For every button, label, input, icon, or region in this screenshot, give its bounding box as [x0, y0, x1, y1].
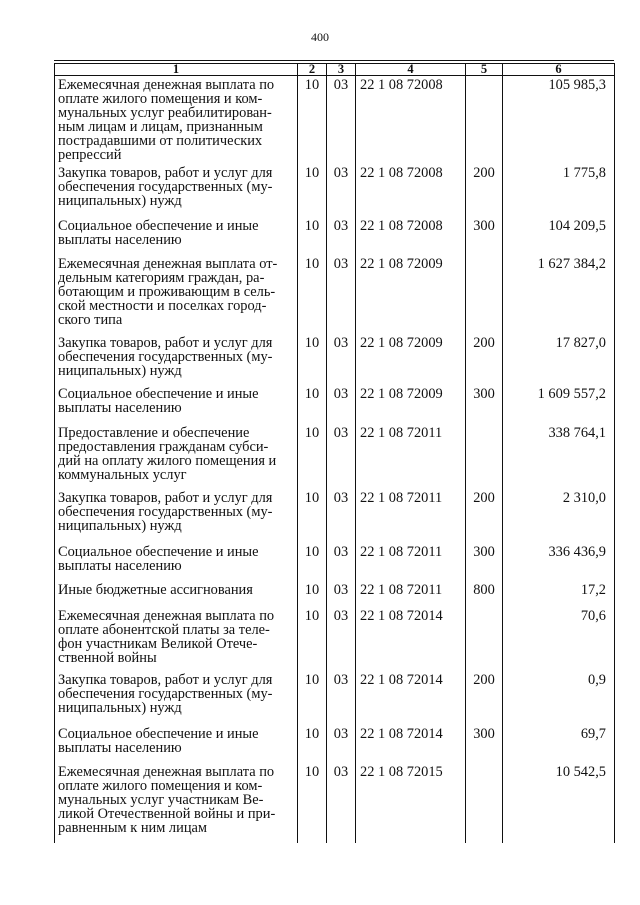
section-code: 10 [298, 489, 327, 543]
subsection-code: 03 [327, 334, 356, 385]
table-header-row [55, 64, 615, 76]
table-row [55, 489, 615, 543]
expense-type-code: 200 [466, 671, 503, 725]
expense-item-name: Ежемесячная денежная выплата от- дельным категориям граждан, ра- ботающим и проживающим в сель- ской местности и поселках город- ского типа [58, 255, 278, 328]
table-row [55, 725, 615, 763]
expense-item-name: Социальное обеспечение и иные выплаты населению [58, 217, 259, 248]
section-code: 10 [298, 76, 327, 164]
section-code: 10 [298, 725, 327, 763]
target-article-code: 22 1 08 72009 [356, 385, 466, 424]
subsection-code: 03 [327, 543, 356, 581]
expense-item-name: Закупка товаров, работ и услуг для обеспечения государственных (му- ниципальных) нужд [58, 164, 273, 209]
subsection-code: 03 [327, 581, 356, 607]
target-article-code: 22 1 08 72011 [356, 424, 466, 489]
target-article-code: 22 1 08 72011 [356, 489, 466, 543]
column-header: 1 [55, 64, 298, 76]
amount: 10 542,5 [503, 763, 615, 843]
section-code: 10 [298, 164, 327, 217]
target-article-code: 22 1 08 72008 [356, 76, 466, 164]
subsection-code: 03 [327, 725, 356, 763]
expense-item-name: Закупка товаров, работ и услуг для обеспечения государственных (му- ниципальных) нужд [58, 671, 273, 716]
amount: 105 985,3 [503, 76, 615, 164]
target-article-code: 22 1 08 72009 [356, 255, 466, 334]
column-header: 5 [466, 64, 503, 76]
table-row [55, 424, 615, 489]
expense-type-code: 300 [466, 385, 503, 424]
subsection-code: 03 [327, 763, 356, 843]
expense-type-code [466, 424, 503, 489]
subsection-code: 03 [327, 385, 356, 424]
expense-type-code [466, 763, 503, 843]
section-code: 10 [298, 385, 327, 424]
amount: 104 209,5 [503, 217, 615, 255]
expense-type-code: 800 [466, 581, 503, 607]
expense-type-code: 300 [466, 543, 503, 581]
table-row [55, 581, 615, 607]
section-code: 10 [298, 763, 327, 843]
header-rule [54, 60, 614, 61]
expense-type-code: 300 [466, 725, 503, 763]
subsection-code: 03 [327, 607, 356, 671]
amount: 2 310,0 [503, 489, 615, 543]
table-row [55, 607, 615, 671]
expense-type-code: 200 [466, 489, 503, 543]
column-header: 3 [327, 64, 356, 76]
section-code: 10 [298, 607, 327, 671]
expense-item-name: Ежемесячная денежная выплата по оплате жилого помещения и ком- мунальных услуг реабилитирован- ным лицам и лицам, признанным пострадавшими от политических репрессий [58, 77, 275, 163]
subsection-code: 03 [327, 217, 356, 255]
amount: 336 436,9 [503, 543, 615, 581]
target-article-code: 22 1 08 72015 [356, 763, 466, 843]
amount: 70,6 [503, 607, 615, 671]
subsection-code: 03 [327, 76, 356, 164]
table-row [55, 76, 615, 164]
section-code: 10 [298, 581, 327, 607]
section-code: 10 [298, 671, 327, 725]
amount: 1 609 557,2 [503, 385, 615, 424]
subsection-code: 03 [327, 424, 356, 489]
amount: 1 775,8 [503, 164, 615, 217]
column-header: 6 [503, 64, 615, 76]
section-code: 10 [298, 334, 327, 385]
amount: 17 827,0 [503, 334, 615, 385]
expense-item-name: Предоставление и обеспечение предоставления гражданам субси- дий на оплату жилого помещения и коммунальных услуг [58, 424, 277, 483]
subsection-code: 03 [327, 255, 356, 334]
amount: 69,7 [503, 725, 615, 763]
target-article-code: 22 1 08 72008 [356, 217, 466, 255]
subsection-code: 03 [327, 671, 356, 725]
expense-type-code [466, 607, 503, 671]
expense-item-name: Социальное обеспечение и иные выплаты населению [58, 385, 259, 416]
table-row [55, 543, 615, 581]
expense-item-name: Социальное обеспечение и иные выплаты населению [58, 725, 259, 756]
amount: 0,9 [503, 671, 615, 725]
section-code: 10 [298, 217, 327, 255]
section-code: 10 [298, 424, 327, 489]
expense-type-code [466, 76, 503, 164]
target-article-code: 22 1 08 72009 [356, 334, 466, 385]
amount: 338 764,1 [503, 424, 615, 489]
table-row [55, 217, 615, 255]
expense-type-code [466, 255, 503, 334]
table-row [55, 255, 615, 334]
section-code: 10 [298, 255, 327, 334]
target-article-code: 22 1 08 72014 [356, 607, 466, 671]
expense-item-name: Ежемесячная денежная выплата по оплате абонентской платы за теле- фон участникам Великой Отече- ственной войны [58, 607, 275, 666]
expense-item-name: Иные бюджетные ассигнования [58, 581, 253, 598]
target-article-code: 22 1 08 72008 [356, 164, 466, 217]
table-row [55, 671, 615, 725]
page-number: 400 [311, 30, 329, 44]
expense-item-name: Социальное обеспечение и иные выплаты населению [58, 543, 259, 574]
section-code: 10 [298, 543, 327, 581]
expense-type-code: 200 [466, 334, 503, 385]
target-article-code: 22 1 08 72014 [356, 725, 466, 763]
subsection-code: 03 [327, 164, 356, 217]
expense-item-name: Закупка товаров, работ и услуг для обеспечения государственных (му- ниципальных) нужд [58, 334, 273, 379]
target-article-code: 22 1 08 72011 [356, 543, 466, 581]
expense-type-code: 200 [466, 164, 503, 217]
column-header: 2 [298, 64, 327, 76]
subsection-code: 03 [327, 489, 356, 543]
target-article-code: 22 1 08 72014 [356, 671, 466, 725]
expense-item-name: Закупка товаров, работ и услуг для обеспечения государственных (му- ниципальных) нужд [58, 489, 273, 534]
column-header: 4 [356, 64, 466, 76]
table-row [55, 164, 615, 217]
expense-item-name: Ежемесячная денежная выплата по оплате жилого помещения и ком- мунальных услуг участникам Ве- ликой Отечественной войны и при- равненным к ним лицам [58, 763, 276, 836]
amount: 1 627 384,2 [503, 255, 615, 334]
table-row [55, 385, 615, 424]
amount: 17,2 [503, 581, 615, 607]
table-row [55, 334, 615, 385]
target-article-code: 22 1 08 72011 [356, 581, 466, 607]
budget-table [54, 63, 615, 843]
table-row [55, 763, 615, 843]
expense-type-code: 300 [466, 217, 503, 255]
